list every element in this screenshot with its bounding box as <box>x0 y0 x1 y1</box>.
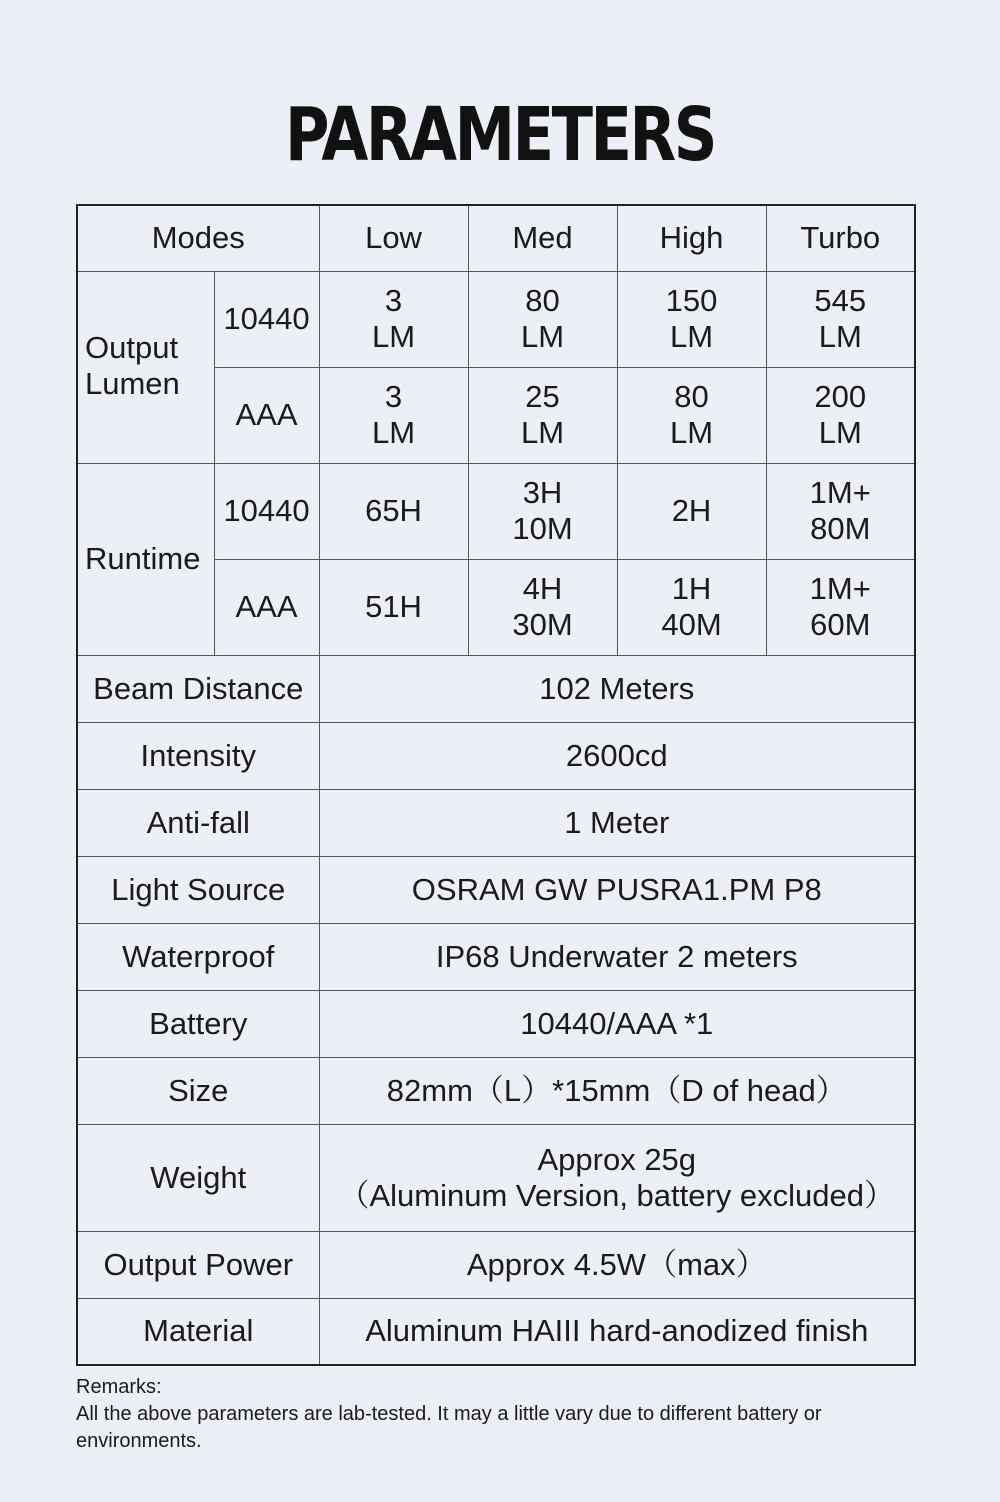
spec-value: 10440/AAA *1 <box>319 990 915 1057</box>
spec-value: Approx 4.5W（max） <box>319 1231 915 1298</box>
battery-type-cell: AAA <box>214 559 319 655</box>
spec-row <box>77 1057 915 1124</box>
spec-value: 2600cd <box>319 722 915 789</box>
spec-row <box>77 1231 915 1298</box>
spec-label: Beam Distance <box>77 655 319 722</box>
output-lumen-label: Output Lumen <box>77 271 214 463</box>
spec-label: Material <box>77 1298 319 1365</box>
remarks <box>76 1374 926 1455</box>
value-cell: 1H 40M <box>617 559 766 655</box>
spec-label: Light Source <box>77 856 319 923</box>
mode-turbo-header: Turbo <box>766 205 915 271</box>
battery-type-cell: 10440 <box>214 271 319 367</box>
value-cell: 3 LM <box>319 271 468 367</box>
spec-label: Waterproof <box>77 923 319 990</box>
value-cell: 3H 10M <box>468 463 617 559</box>
spec-value: 102 Meters <box>319 655 915 722</box>
spec-value: IP68 Underwater 2 meters <box>319 923 915 990</box>
parameters-table <box>76 204 916 1366</box>
runtime-row <box>77 463 915 559</box>
spec-value: 1 Meter <box>319 789 915 856</box>
spec-row <box>77 1124 915 1231</box>
page-title: PARAMETERS <box>284 92 716 178</box>
value-cell: 200 LM <box>766 367 915 463</box>
value-cell: 1M+ 60M <box>766 559 915 655</box>
spec-row <box>77 923 915 990</box>
mode-med-header: Med <box>468 205 617 271</box>
value-cell: 80 LM <box>617 367 766 463</box>
remarks-heading: Remarks: <box>76 1376 162 1398</box>
mode-low-header: Low <box>319 205 468 271</box>
battery-type-cell: 10440 <box>214 463 319 559</box>
mode-high-header: High <box>617 205 766 271</box>
remarks-text: All the above parameters are lab-tested. It may a little vary due to different battery or environments. <box>76 1403 822 1452</box>
spec-label: Anti-fall <box>77 789 319 856</box>
value-cell: 2H <box>617 463 766 559</box>
spec-value: 82mm（L）*15mm（D of head） <box>319 1057 915 1124</box>
spec-row <box>77 655 915 722</box>
spec-row <box>77 1298 915 1365</box>
spec-label: Size <box>77 1057 319 1124</box>
value-cell: 1M+ 80M <box>766 463 915 559</box>
spec-value: OSRAM GW PUSRA1.PM P8 <box>319 856 915 923</box>
spec-row <box>77 856 915 923</box>
header-row <box>77 205 915 271</box>
value-cell: 25 LM <box>468 367 617 463</box>
value-cell: 51H <box>319 559 468 655</box>
battery-type-cell: AAA <box>214 367 319 463</box>
spec-row <box>77 789 915 856</box>
value-cell: 4H 30M <box>468 559 617 655</box>
spec-row <box>77 990 915 1057</box>
value-cell: 80 LM <box>468 271 617 367</box>
runtime-label: Runtime <box>77 463 214 655</box>
spec-value: Aluminum HAIII hard-anodized finish <box>319 1298 915 1365</box>
spec-value: Approx 25g （Aluminum Version, battery excluded） <box>319 1124 915 1231</box>
value-cell: 65H <box>319 463 468 559</box>
output-lumen-row <box>77 271 915 367</box>
spec-label: Weight <box>77 1124 319 1231</box>
spec-label: Output Power <box>77 1231 319 1298</box>
value-cell: 150 LM <box>617 271 766 367</box>
spec-label: Intensity <box>77 722 319 789</box>
spec-label: Battery <box>77 990 319 1057</box>
spec-row <box>77 722 915 789</box>
value-cell: 545 LM <box>766 271 915 367</box>
modes-header: Modes <box>77 205 319 271</box>
value-cell: 3 LM <box>319 367 468 463</box>
